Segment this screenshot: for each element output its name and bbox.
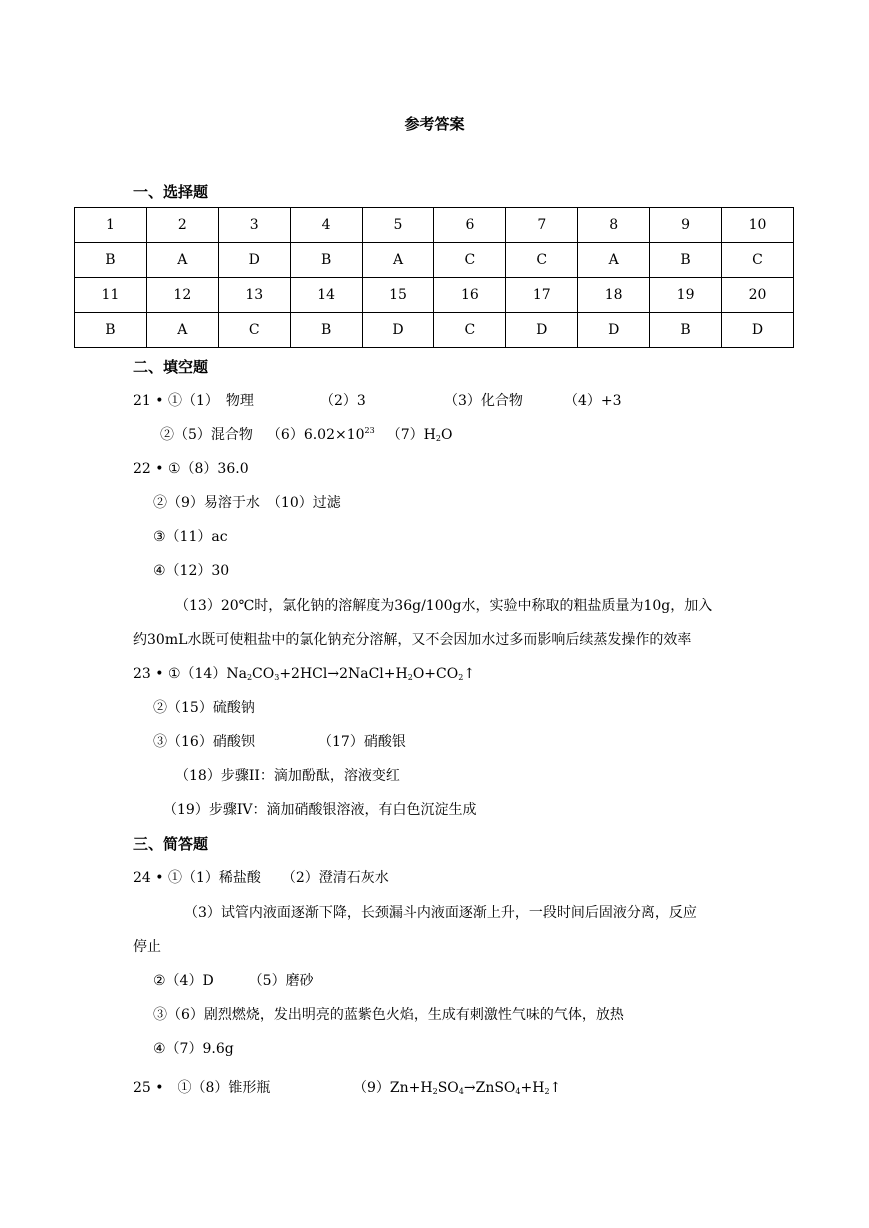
answer-cell: B [75, 313, 147, 348]
question-number-cell: 7 [506, 208, 578, 243]
q25-part2: $(9)Zn+H_2SO_4\to ZnSO_4+H_2↑$ [353, 1080, 562, 1096]
answer-cell: A [578, 243, 650, 278]
q21-part6: $(6)6.02\times 10^{23}$ [266, 426, 375, 443]
q21-part7: $(7)H_2O$ [386, 427, 453, 443]
question-number-cell: 12 [146, 278, 218, 313]
question-number-cell: 20 [722, 278, 794, 313]
question-number-cell: 19 [650, 278, 722, 313]
q25-part1: 25 • ①（8）锥形瓶 [133, 1080, 271, 1096]
answer-cell: C [434, 243, 506, 278]
page-title: 参考答案 [404, 115, 465, 133]
question-number-row [75, 208, 794, 243]
question-number-cell: 18 [578, 278, 650, 313]
question-number-cell: 13 [218, 278, 290, 313]
answer-cell: D [362, 313, 434, 348]
question-number-cell: 16 [434, 278, 506, 313]
question-number-row [75, 278, 794, 313]
answer-cell: C [218, 313, 290, 348]
question-number-cell: 17 [506, 278, 578, 313]
q22-part2: ②（9）易溶于水 （10）过滤 [153, 495, 341, 511]
q22-part5-line1: （13）20℃时，氯化钠的溶解度为36g/100g水，实验中称取的粗盐质量为10g，加入 [175, 598, 713, 614]
q23-part4: （17）硝酸银 [318, 734, 406, 750]
q21-part4: （4）+3 [564, 393, 622, 409]
q21-part3: （3）化合物 [444, 393, 523, 409]
q22-part3: ③（11）ac [153, 529, 228, 545]
q23-part5: （18）步骤II：滴加酚酞，溶液变红 [175, 768, 400, 784]
q22-part5-line2: 约30mL水既可使粗盐中的氯化钠充分溶解，又不会因加水过多而影响后续蒸发操作的效率 [133, 632, 692, 648]
q23-part2: ②（15）硫酸钠 [153, 700, 255, 716]
question-number-cell: 8 [578, 208, 650, 243]
q21-part5: ②（5）混合物 [160, 427, 253, 443]
question-number-cell: 10 [722, 208, 794, 243]
q24-part3-line2: 停止 [133, 939, 161, 955]
section-short-answer-heading: 三、简答题 [133, 835, 209, 853]
answer-cell: B [290, 243, 362, 278]
q22-part4: ④（12）30 [153, 563, 230, 579]
question-number-cell: 15 [362, 278, 434, 313]
question-number-cell: 14 [290, 278, 362, 313]
q24-part6: ③（6）剧烈燃烧，发出明亮的蓝紫色火焰，生成有刺激性气味的气体，放热 [153, 1007, 624, 1023]
q23-part6: （19）步骤IV：滴加硝酸银溶液，有白色沉淀生成 [163, 802, 477, 818]
answer-cell: C [434, 313, 506, 348]
q24-part3-line1: （3）试管内液面逐渐下降，长颈漏斗内液面逐渐上升，一段时间后固液分离，反应 [184, 905, 697, 921]
answer-cell: B [650, 243, 722, 278]
question-number-cell: 4 [290, 208, 362, 243]
question-number-cell: 9 [650, 208, 722, 243]
question-number-cell: 6 [434, 208, 506, 243]
q23-part1: 23 • $①(14)Na_2CO_3+2HCl\to 2NaCl+H_2O+CO_2↑$ [133, 666, 476, 682]
answer-cell: D [506, 313, 578, 348]
answer-cell: A [146, 243, 218, 278]
q21-part1: 21 • ①（1） 物理 [133, 393, 254, 409]
answer-row [75, 243, 794, 278]
answer-cell: D [218, 243, 290, 278]
q24-part4: ②（4）D （5）磨砂 [153, 973, 314, 989]
q24-part7: ④（7）9.6g [153, 1041, 234, 1057]
q21-part2: （2）3 [320, 393, 366, 409]
choice-answer-table [74, 207, 794, 348]
answer-cell: A [146, 313, 218, 348]
question-number-cell: 1 [75, 208, 147, 243]
q24-part1: 24 • ①（1）稀盐酸 （2）澄清石灰水 [133, 870, 389, 886]
question-number-cell: 2 [146, 208, 218, 243]
answer-row [75, 313, 794, 348]
answer-cell: B [75, 243, 147, 278]
answer-cell: B [290, 313, 362, 348]
answer-cell: B [650, 313, 722, 348]
question-number-cell: 11 [75, 278, 147, 313]
section-choice-heading: 一、选择题 [133, 183, 209, 201]
answer-cell: C [722, 243, 794, 278]
answer-cell: D [722, 313, 794, 348]
q22-part1: 22 • ①（8）36.0 [133, 461, 249, 477]
question-number-cell: 5 [362, 208, 434, 243]
answer-cell: C [506, 243, 578, 278]
q23-part3: ③（16）硝酸钡 [153, 734, 255, 750]
question-number-cell: 3 [218, 208, 290, 243]
answer-cell: D [578, 313, 650, 348]
section-fill-heading: 二、填空题 [133, 358, 209, 376]
answer-cell: A [362, 243, 434, 278]
q21-line2 [160, 424, 452, 444]
